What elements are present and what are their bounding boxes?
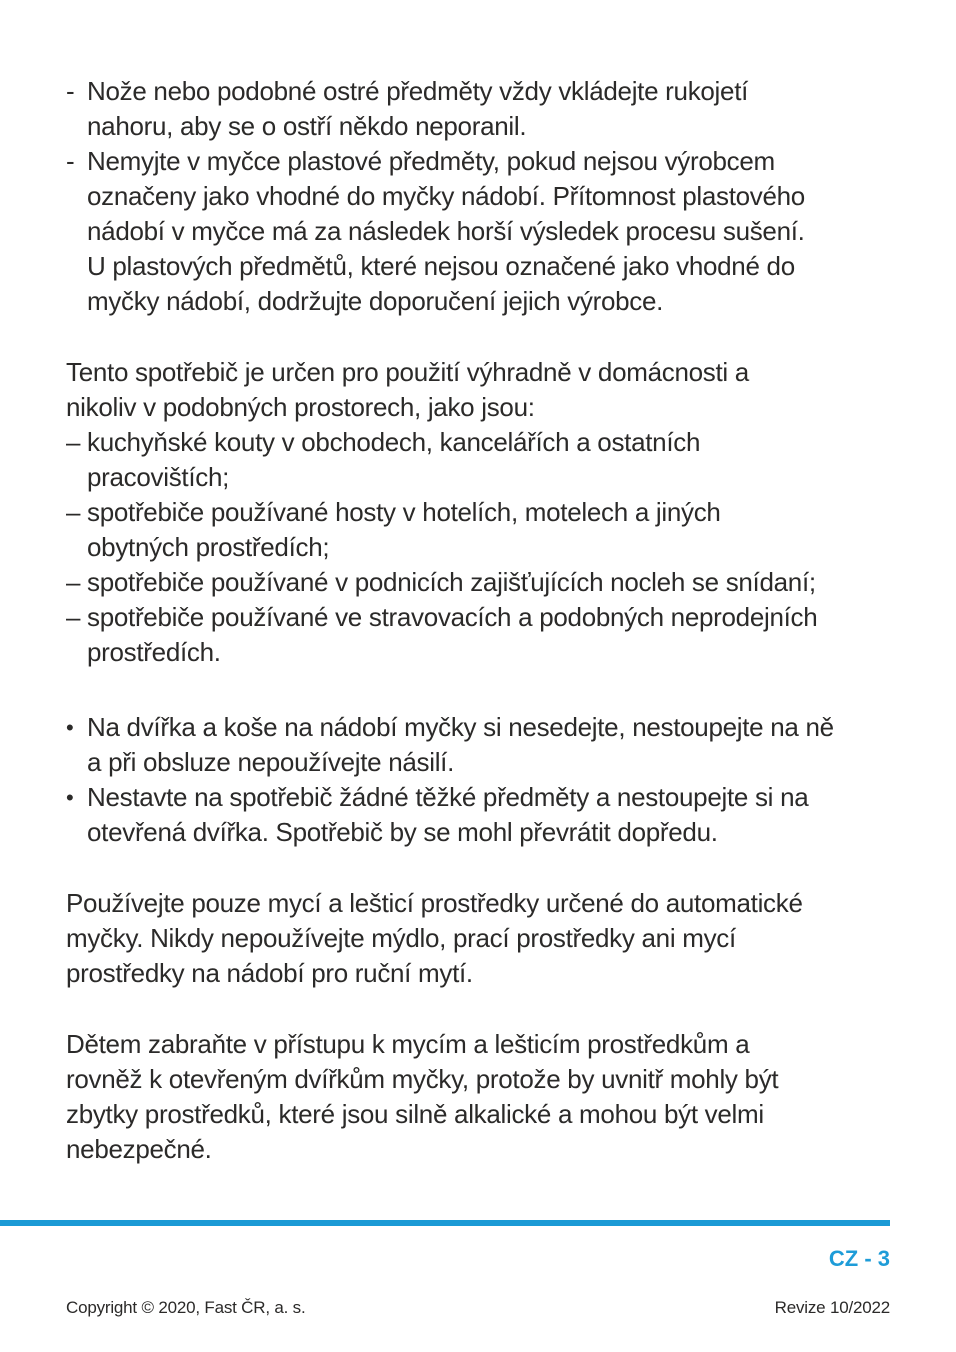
list-item-text — [87, 425, 890, 495]
list-item — [66, 495, 890, 565]
dash-list — [66, 74, 890, 319]
text-line: nikoliv v podobných prostorech, jako jsou: — [66, 392, 535, 422]
list-item-text — [87, 495, 890, 565]
bullet-marker: • — [66, 785, 74, 810]
text-line: obytných prostředích; — [87, 532, 330, 562]
text-line: nahoru, aby se o ostří někdo neporanil. — [87, 111, 527, 141]
list-item-text — [87, 600, 890, 670]
endash-marker: – — [66, 602, 81, 632]
endash-marker: – — [66, 427, 81, 457]
text-line: zbytky prostředků, které jsou silně alkalické a mohou být velmi — [66, 1099, 764, 1129]
list-item — [66, 144, 890, 319]
text-line: prostředích. — [87, 637, 221, 667]
list-item-text — [87, 144, 890, 319]
intro-paragraph — [66, 355, 890, 425]
text-line: spotřebiče používané hosty v hotelích, motelech a jiných — [87, 497, 721, 527]
dash-marker: - — [66, 146, 75, 176]
text-line: U plastových předmětů, které nejsou označené jako vhodné do — [87, 251, 795, 281]
endash-marker: – — [66, 567, 81, 597]
list-item-text — [87, 710, 890, 780]
text-line: myčky. Nikdy nepoužívejte mýdlo, prací prostředky ani mycí — [66, 923, 736, 953]
text-line: Na dvířka a koše na nádobí myčky si nesedejte, nestoupejte na ně — [87, 712, 834, 742]
text-line: pracovištích; — [87, 462, 230, 492]
list-item — [66, 710, 890, 780]
text-line: Nože nebo podobné ostré předměty vždy vkládejte rukojetí — [87, 76, 749, 106]
paragraph-detergent — [66, 886, 890, 991]
list-item — [66, 600, 890, 670]
text-line: otevřená dvířka. Spotřebič by se mohl převrátit dopředu. — [87, 817, 718, 847]
text-line: kuchyňské kouty v obchodech, kancelářích a ostatních — [87, 427, 701, 457]
list-item — [66, 565, 890, 600]
text-line: Tento spotřebič je určen pro použití výhradně v domácnosti a — [66, 357, 749, 387]
revision-text: Revize 10/2022 — [774, 1298, 890, 1317]
page-number-label: CZ - 3 — [828, 1246, 890, 1271]
list-item — [66, 780, 890, 850]
list-item-text — [87, 565, 890, 600]
text-line: rovněž k otevřeným dvířkům myčky, protože by uvnitř mohly být — [66, 1064, 779, 1094]
text-line: označeny jako vhodné do myčky nádobí. Přítomnost plastového — [87, 181, 805, 211]
dash-marker: - — [66, 76, 75, 106]
bullet-marker: • — [66, 715, 74, 740]
text-line: nádobí v myčce má za následek horší výsledek procesu sušení. — [87, 216, 805, 246]
page-content — [66, 74, 890, 1167]
copyright-text: Copyright © 2020, Fast ČR, a. s. — [66, 1298, 306, 1317]
bullet-list — [66, 710, 890, 850]
text-line: spotřebiče používané v podnicích zajišťujících nocleh se snídaní; — [87, 567, 816, 597]
list-item — [66, 74, 890, 144]
text-line: nebezpečné. — [66, 1134, 212, 1164]
text-line: a při obsluze nepoužívejte násilí. — [87, 747, 455, 777]
endash-list — [66, 425, 890, 670]
text-line: Používejte pouze mycí a lešticí prostředky určené do automatické — [66, 888, 803, 918]
text-line: prostředky na nádobí pro ruční mytí. — [66, 958, 473, 988]
text-line: Nestavte na spotřebič žádné těžké předměty a nestoupejte si na — [87, 782, 809, 812]
text-line: spotřebiče používané ve stravovacích a podobných neprodejních — [87, 602, 818, 632]
text-line: Nemyjte v myčce plastové předměty, pokud nejsou výrobcem — [87, 146, 775, 176]
text-line: myčky nádobí, dodržujte doporučení jejich výrobce. — [87, 286, 664, 316]
paragraph-children — [66, 1027, 890, 1167]
footer-divider — [0, 1220, 890, 1226]
endash-marker: – — [66, 497, 81, 527]
list-item-text — [87, 74, 890, 144]
list-item — [66, 425, 890, 495]
text-line: Dětem zabraňte v přístupu k mycím a lešticím prostředkům a — [66, 1029, 750, 1059]
list-item-text — [87, 780, 890, 850]
